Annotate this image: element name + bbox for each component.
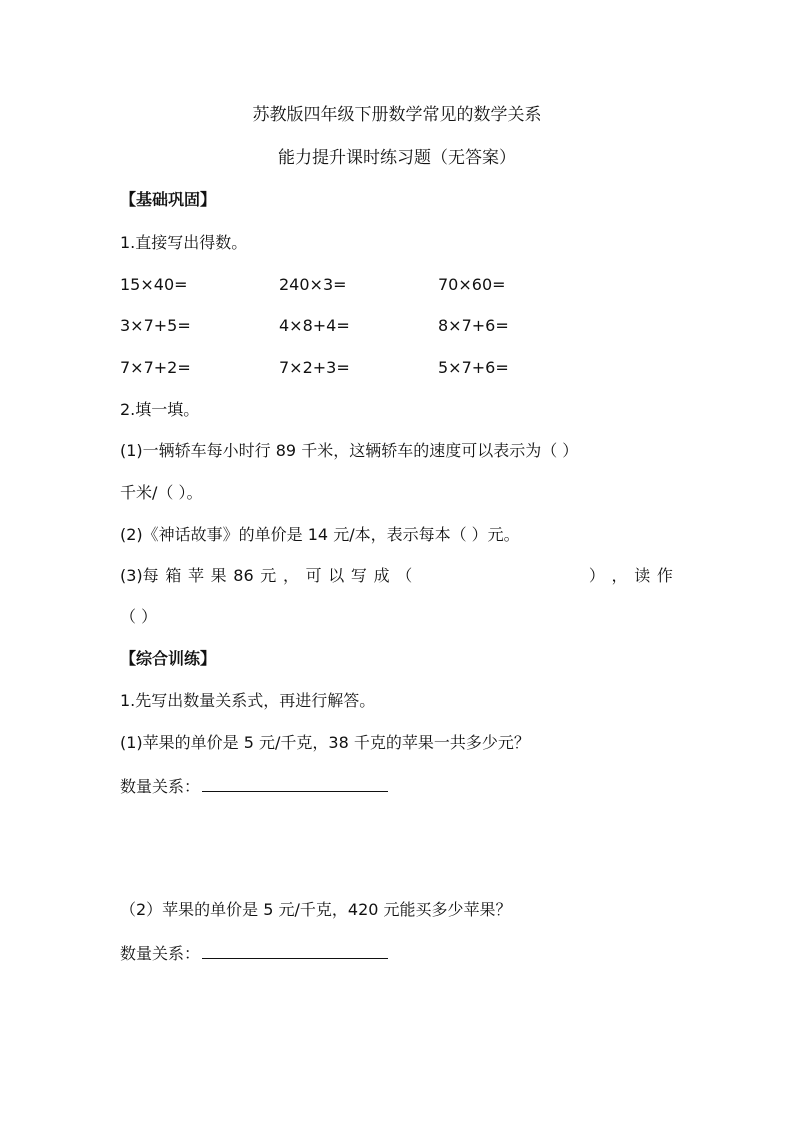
question-2-item-3-line-2: （ ）	[120, 607, 158, 626]
calc-item: 70×60=	[438, 275, 506, 294]
section-heading-basic: 【基础巩固】	[120, 190, 217, 209]
item3-part: ，	[611, 566, 628, 585]
question-2-item-2: (2)《神话故事》的单价是 14 元/本，表示每本（ ）元。	[120, 525, 520, 544]
answer-blank-line[interactable]	[202, 775, 388, 792]
comp-question-1-item-1: (1)苹果的单价是 5 元/千克，38 千克的苹果一共多少元？	[120, 733, 530, 752]
calc-item: 8×7+6=	[438, 316, 509, 335]
item3-part: 写	[350, 566, 367, 585]
section-heading-comprehensive: 【综合训练】	[120, 649, 217, 668]
item3-part: 作	[656, 566, 673, 585]
item3-part: 成	[373, 566, 390, 585]
question-2-prompt: 2.填一填。	[120, 400, 200, 419]
calc-item: 4×8+4=	[279, 316, 350, 335]
item3-part: 86	[233, 566, 254, 585]
calc-item: 7×2+3=	[279, 358, 350, 377]
question-2-item-3-line-1	[120, 566, 673, 586]
question-2-item-1-line-2: 千米/（ ）。	[120, 483, 203, 502]
item3-part: 以	[328, 566, 345, 585]
calc-item: 3×7+5=	[120, 316, 191, 335]
item3-part: (3)每	[120, 566, 159, 585]
question-2-item-1-line-1: (1)一辆轿车每小时行 89 千米，这辆轿车的速度可以表示为（ ）	[120, 441, 579, 460]
calc-item: 7×7+2=	[120, 358, 191, 377]
question-1-prompt: 1.直接写出得数。	[120, 233, 248, 252]
item3-part: ）	[588, 566, 605, 585]
doc-title-line2: 能力提升课时练习题（无答案）	[278, 148, 516, 168]
calc-item: 15×40=	[120, 275, 188, 294]
relation-answer-2	[120, 942, 388, 964]
item3-part: 果	[210, 566, 227, 585]
calc-item: 240×3=	[279, 275, 347, 294]
doc-title-line1: 苏教版四年级下册数学常见的数学关系	[252, 105, 542, 125]
relation-label: 数量关系：	[120, 944, 201, 963]
calc-item: 5×7+6=	[438, 358, 509, 377]
item3-part: 箱	[165, 566, 182, 585]
answer-blank-line[interactable]	[202, 942, 388, 959]
item3-part: 元	[260, 566, 277, 585]
relation-label: 数量关系：	[120, 777, 201, 796]
item3-part: （	[396, 566, 413, 585]
item3-part: 读	[634, 566, 651, 585]
item3-part: ，	[282, 566, 299, 585]
item3-part: 可	[305, 566, 322, 585]
comp-question-1-prompt: 1.先写出数量关系式，再进行解答。	[120, 691, 376, 710]
relation-answer-1	[120, 775, 388, 797]
comp-question-1-item-2: （2）苹果的单价是 5 元/千克，420 元能买多少苹果？	[120, 900, 512, 919]
item3-part: 苹	[187, 566, 204, 585]
